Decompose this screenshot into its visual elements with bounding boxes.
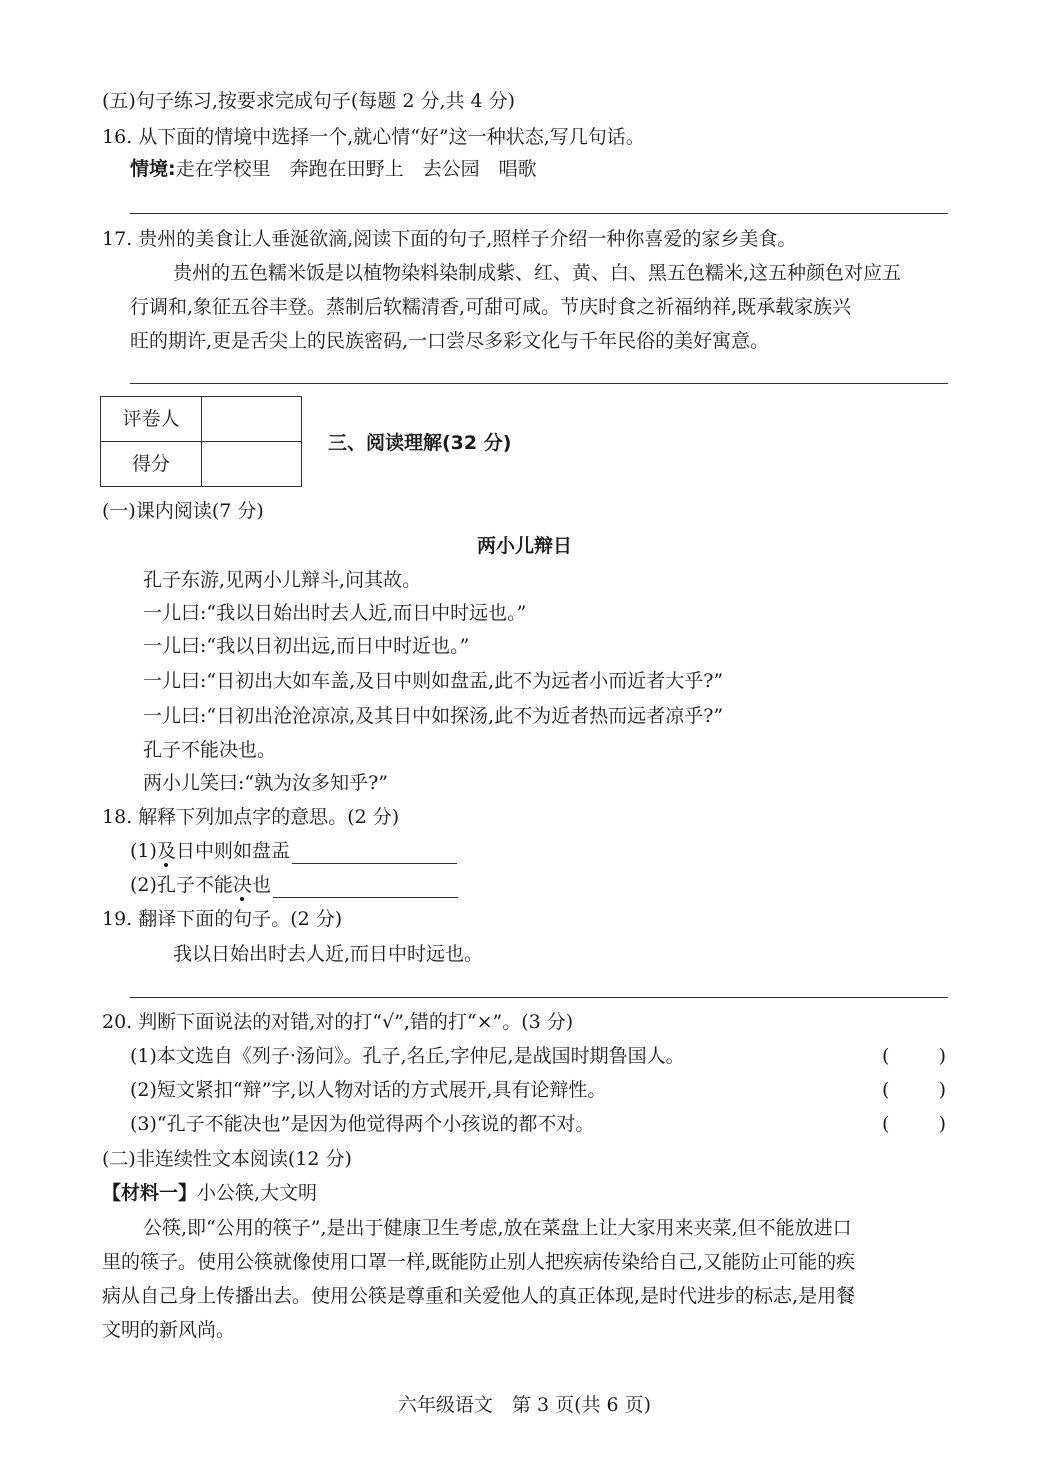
- question-17: 17. 贵州的美食让人垂涎欲滴,阅读下面的句子,照样子介绍一种你喜爱的家乡美食。: [102, 228, 797, 250]
- passage-title: 两小儿辩日: [476, 535, 572, 557]
- score-field[interactable]: [201, 442, 301, 486]
- paren-open: (: [882, 1045, 890, 1067]
- grader-field[interactable]: [201, 397, 301, 441]
- q18-1-answer-blank[interactable]: [292, 843, 457, 864]
- q20-item-2: (2)短文紧扣“辩”字,以人物对话的方式展开,具有论辩性。: [130, 1079, 607, 1101]
- material1-title: 小公筷,大文明: [197, 1182, 318, 1204]
- paren-close: ): [938, 1079, 946, 1101]
- answer-line-19[interactable]: [130, 997, 948, 998]
- q18-2-prefix: (2)孔子不能: [130, 874, 233, 896]
- q16-context-items: 走在学校里 奔跑在田野上 去公园 唱歌: [175, 158, 537, 180]
- part2-heading: (二)非连续性文本阅读(12 分): [102, 1148, 352, 1170]
- passage-line-3: 一儿曰:“我以日初出远,而日中时近也。”: [143, 635, 470, 657]
- passage-line-7: 两小儿笑曰:“孰为汝多知乎?”: [143, 772, 389, 794]
- q16-context: [130, 156, 537, 182]
- passage-line-1: 孔子东游,见两小儿辩斗,问其故。: [143, 569, 422, 591]
- q18-1-dotted-char: 及: [156, 840, 176, 862]
- material1-label: 【材料一】: [102, 1182, 198, 1204]
- passage-line-6: 孔子不能决也。: [143, 739, 277, 761]
- q20-answer-2[interactable]: [882, 1077, 946, 1103]
- q20-item-1: (1)本文选自《列子·汤问》。孔子,名丘,字仲尼,是战国时期鲁国人。: [130, 1045, 685, 1067]
- q17-passage-line-3: 旺的期许,更是舌尖上的民族密码,一口尝尽多彩文化与千年民俗的美好寓意。: [130, 330, 770, 352]
- question-19: 19. 翻译下面的句子。(2 分): [102, 908, 343, 930]
- q16-context-label: 情境:: [130, 158, 176, 180]
- passage-line-2: 一儿曰:“我以日始出时去人近,而日中时远也。”: [143, 602, 527, 624]
- q17-passage-line-2: 行调和,象征五谷丰登。蒸制后软糯清香,可甜可咸。节庆时食之祈福纳祥,既承载家族兴: [130, 296, 852, 318]
- score-label: 得分: [131, 453, 170, 475]
- q18-item-1: [130, 838, 457, 864]
- q18-2-suffix: 也: [251, 874, 271, 896]
- material1-heading: [102, 1180, 317, 1206]
- material1-line-3: 病从自己身上传播出去。使用公筷是尊重和关爱他人的真正体现,是时代进步的标志,是用餐: [102, 1285, 856, 1307]
- section5-heading: (五)句子练习,按要求完成句子(每题 2 分,共 4 分): [102, 90, 516, 112]
- paren-close: ): [938, 1113, 946, 1135]
- section3-heading: 三、阅读理解(32 分): [328, 432, 512, 454]
- passage-line-4: 一儿曰:“日初出大如车盖,及日中则如盘盂,此不为远者小而近者大乎?”: [143, 670, 724, 692]
- q18-1-prefix: (1): [130, 840, 157, 862]
- material1-line-4: 文明的新风尚。: [102, 1319, 236, 1341]
- grader-label: 评卷人: [122, 408, 180, 430]
- q18-2-answer-blank[interactable]: [273, 877, 458, 898]
- paren-open: (: [882, 1113, 890, 1135]
- answer-line-17[interactable]: [130, 383, 948, 384]
- question-20: 20. 判断下面说法的对错,对的打“√”,错的打“×”。(3 分): [102, 1011, 574, 1033]
- q18-2-dotted-char: 决: [232, 874, 252, 896]
- material1-line-1: 公筷,即“公用的筷子”,是出于健康卫生考虑,放在菜盘上让大家用来夹菜,但不能放进口: [143, 1217, 852, 1239]
- passage-line-5: 一儿曰:“日初出沧沧凉凉,及其日中如探汤,此不为近者热而远者凉乎?”: [143, 705, 724, 727]
- q20-item-3: (3)“孔子不能决也”是因为他觉得两个小孩说的都不对。: [130, 1113, 595, 1135]
- paren-close: ): [938, 1045, 946, 1067]
- q17-passage-line-1: 贵州的五色糯米饭是以植物染料染制成紫、红、黄、白、黑五色糯米,这五种颜色对应五: [173, 262, 902, 284]
- part1-heading: (一)课内阅读(7 分): [102, 500, 264, 522]
- q19-sentence: 我以日始出时去人近,而日中时远也。: [173, 943, 484, 965]
- score-box: [100, 396, 302, 487]
- question-16: 16. 从下面的情境中选择一个,就心情“好”这一种状态,写几句话。: [102, 126, 645, 148]
- answer-line-16[interactable]: [130, 213, 948, 214]
- q20-answer-1[interactable]: [882, 1043, 946, 1069]
- material1-line-2: 里的筷子。使用公筷就像使用口罩一样,既能防止别人把疾病传染给自己,又能防止可能的疾: [102, 1251, 856, 1273]
- question-18: 18. 解释下列加点字的意思。(2 分): [102, 806, 400, 828]
- q18-item-2: [130, 872, 458, 898]
- q20-answer-3[interactable]: [882, 1111, 946, 1137]
- q18-1-suffix: 日中则如盘盂: [175, 840, 290, 862]
- page-footer: 六年级语文 第 3 页(共 6 页): [397, 1394, 652, 1416]
- paren-open: (: [882, 1079, 890, 1101]
